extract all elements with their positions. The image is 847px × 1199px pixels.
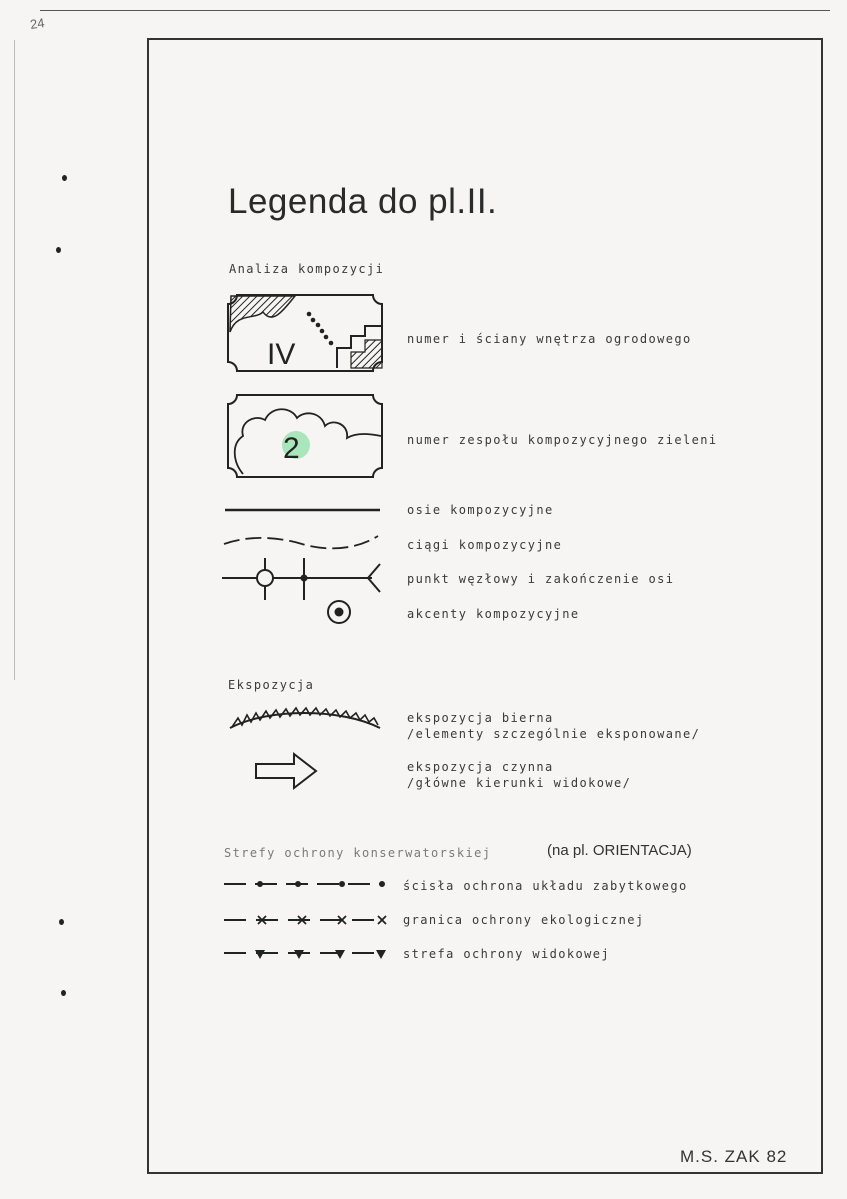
legend-label-axes: osie kompozycyjne bbox=[407, 503, 554, 517]
legend-label-passive-exposure-note: /elementy szczególnie eksponowane/ bbox=[407, 727, 701, 741]
punch-mark bbox=[61, 990, 66, 996]
legend-label-passive-exposure: ekspozycja bierna bbox=[407, 711, 554, 725]
triangle-dash-line-symbol bbox=[224, 946, 390, 962]
section-heading-protection: Strefy ochrony konserwatorskiej bbox=[224, 846, 492, 860]
section-heading-exposition: Ekspozycja bbox=[228, 678, 315, 692]
legend-label-nodes: punkt węzłowy i zakończenie osi bbox=[407, 572, 675, 586]
greenery-number: 2 bbox=[283, 432, 300, 465]
node-line-symbol bbox=[222, 556, 382, 602]
top-edge-line bbox=[40, 10, 830, 11]
legend-label-interior: numer i ściany wnętrza ogrodowego bbox=[407, 332, 692, 346]
legend-label-sequences: ciągi kompozycyjne bbox=[407, 538, 563, 552]
dot-dash-line-symbol bbox=[224, 877, 390, 891]
punch-mark bbox=[62, 175, 67, 181]
legend-label-ecological-boundary: granica ochrony ekologicznej bbox=[403, 913, 645, 927]
page-title: Legenda do pl.II. bbox=[228, 182, 498, 221]
legend-label-active-exposure: ekspozycja czynna bbox=[407, 760, 554, 774]
punch-mark bbox=[59, 919, 64, 925]
corner-annotation: 24 bbox=[29, 15, 46, 32]
legend-label-accents: akcenty kompozycyjne bbox=[407, 607, 580, 621]
dashed-line-symbol bbox=[222, 530, 382, 554]
interior-number: IV bbox=[267, 338, 296, 371]
punch-mark bbox=[56, 247, 61, 253]
legend-label-active-exposure-note: /główne kierunki widokowe/ bbox=[407, 776, 632, 790]
legend-label-greenery: numer zespołu kompozycyjnego zieleni bbox=[407, 433, 718, 447]
hollow-arrow-symbol bbox=[254, 752, 320, 790]
legend-label-view-protection: strefa ochrony widokowej bbox=[403, 947, 610, 961]
serrated-arc-symbol bbox=[228, 704, 384, 732]
solid-line-symbol bbox=[225, 503, 385, 517]
section-heading-composition: Analiza kompozycji bbox=[229, 262, 385, 276]
author-stamp: M.S. ZAK 82 bbox=[680, 1147, 788, 1166]
greenery-box-symbol bbox=[225, 392, 385, 482]
x-dash-line-symbol bbox=[224, 912, 390, 928]
interior-wall-box-symbol bbox=[225, 292, 385, 376]
legend-label-strict-protection: ścisła ochrona układu zabytkowego bbox=[403, 879, 688, 893]
section-heading-protection-note: (na pl. ORIENTACJA) bbox=[547, 842, 692, 859]
target-circle-symbol bbox=[325, 598, 353, 626]
left-edge-line bbox=[14, 40, 15, 680]
